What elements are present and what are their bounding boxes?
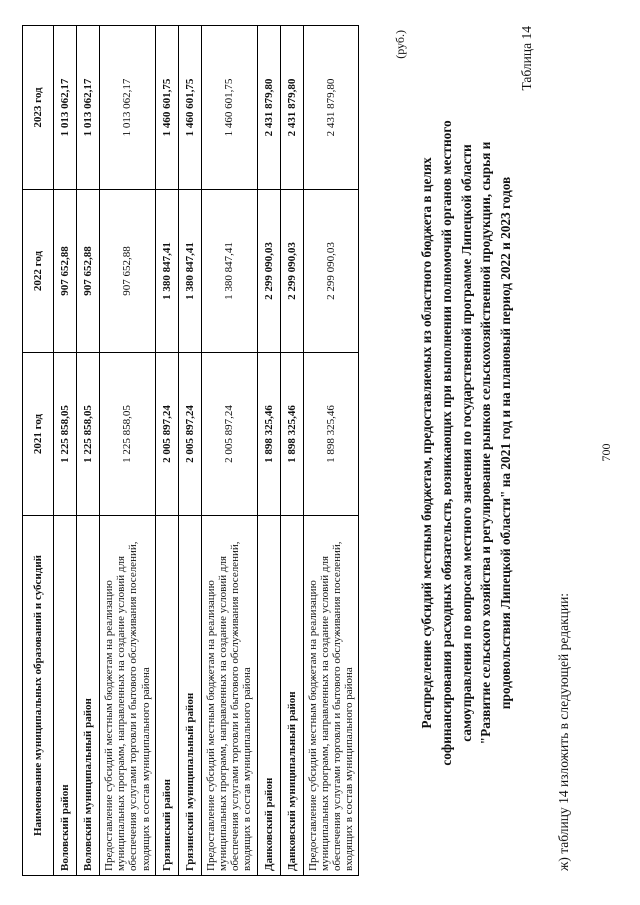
value-2023: 1 013 062,17	[100, 26, 156, 190]
value-2021: 1 225 858,05	[77, 353, 100, 516]
title-line: "Развитие сельского хозяйства и регулирование рынков сельскохозяйственной продукции, сырья и	[478, 141, 494, 745]
column-header-2022: 2022 год	[23, 190, 54, 353]
value-2021: 1 225 858,05	[100, 353, 156, 516]
value-2022: 2 299 090,03	[257, 190, 280, 353]
table-row	[280, 26, 303, 876]
row-name: Грязинский район	[155, 516, 178, 876]
page-number: 700	[599, 443, 613, 462]
row-name: Воловский район	[54, 516, 77, 876]
row-name: Воловский муниципальный район	[77, 516, 100, 876]
value-2023: 1 460 601,75	[201, 26, 257, 190]
value-2021: 2 005 897,24	[201, 353, 257, 516]
table-title	[417, 33, 516, 853]
value-2021: 1 225 858,05	[54, 353, 77, 516]
value-2021: 1 898 325,46	[280, 353, 303, 516]
value-2022: 1 380 847,41	[178, 190, 201, 353]
row-name: Предоставление субсидий местным бюджетам на реализацию муниципальных программ, направленных на создание условий для обеспечения услугами торговли и бытового обслуживания поселений, входящих в состав муниципального района	[303, 516, 359, 876]
row-name: Данковский муниципальный район	[280, 516, 303, 876]
value-2023: 2 431 879,80	[257, 26, 280, 190]
value-2023: 2 431 879,80	[280, 26, 303, 190]
row-name: Предоставление субсидий местным бюджетам на реализацию муниципальных программ, направленных на создание условий для обеспечения услугами торговли и бытового обслуживания поселений, входящих в состав муниципального района	[100, 516, 156, 876]
title-line: самоуправления по вопросам местного значения по государственной программе Липецкой области	[458, 144, 474, 742]
value-2021: 1 898 325,46	[303, 353, 359, 516]
value-2023: 1 013 062,17	[54, 26, 77, 190]
column-header-2023: 2023 год	[23, 26, 54, 190]
value-2022: 907 652,88	[54, 190, 77, 353]
table-row	[155, 26, 178, 876]
row-name: Предоставление субсидий местным бюджетам на реализацию муниципальных программ, направленных на создание условий для обеспечения услугами торговли и бытового обслуживания поселений, входящих в состав муниципального района	[201, 516, 257, 876]
table-row	[54, 26, 77, 876]
unit-label: (руб.)	[393, 30, 407, 59]
row-name: Данковский район	[257, 516, 280, 876]
value-2023: 2 431 879,80	[303, 26, 359, 190]
value-2022: 1 380 847,41	[155, 190, 178, 353]
table-row	[303, 26, 359, 876]
column-header-name: Наименование муниципальных образований и субсидий	[23, 516, 54, 876]
table-header-row	[23, 26, 54, 876]
table-row	[201, 26, 257, 876]
title-line: Распределение субсидий местным бюджетам, предоставляемых из областного бюджета в целях	[419, 157, 434, 729]
value-2023: 1 460 601,75	[178, 26, 201, 190]
value-2022: 2 299 090,03	[303, 190, 359, 353]
value-2021: 1 898 325,46	[257, 353, 280, 516]
value-2022: 907 652,88	[100, 190, 156, 353]
title-line: продовольствия Липецкой области" на 2021 год и на плановый период 2022 и 2023 годов	[498, 176, 514, 710]
title-line: софинансирования расходных обязательств, возникающих при выполнении полномочий органов местного	[438, 120, 454, 766]
row-name: Грязинский муниципальный район	[178, 516, 201, 876]
intro-text: ж) таблицу 14 изложить в следующей редакции:	[556, 592, 571, 871]
table-row	[100, 26, 156, 876]
value-2023: 1 013 062,17	[77, 26, 100, 190]
value-2021: 2 005 897,24	[178, 353, 201, 516]
table-row	[77, 26, 100, 876]
value-2021: 2 005 897,24	[155, 353, 178, 516]
column-header-2021: 2021 год	[23, 353, 54, 516]
table-row	[178, 26, 201, 876]
value-2022: 1 380 847,41	[201, 190, 257, 353]
value-2023: 1 460 601,75	[155, 26, 178, 190]
value-2022: 2 299 090,03	[280, 190, 303, 353]
value-2022: 907 652,88	[77, 190, 100, 353]
table-number: Таблица 14	[519, 26, 534, 91]
subsidy-table	[22, 25, 359, 876]
table-row	[257, 26, 280, 876]
